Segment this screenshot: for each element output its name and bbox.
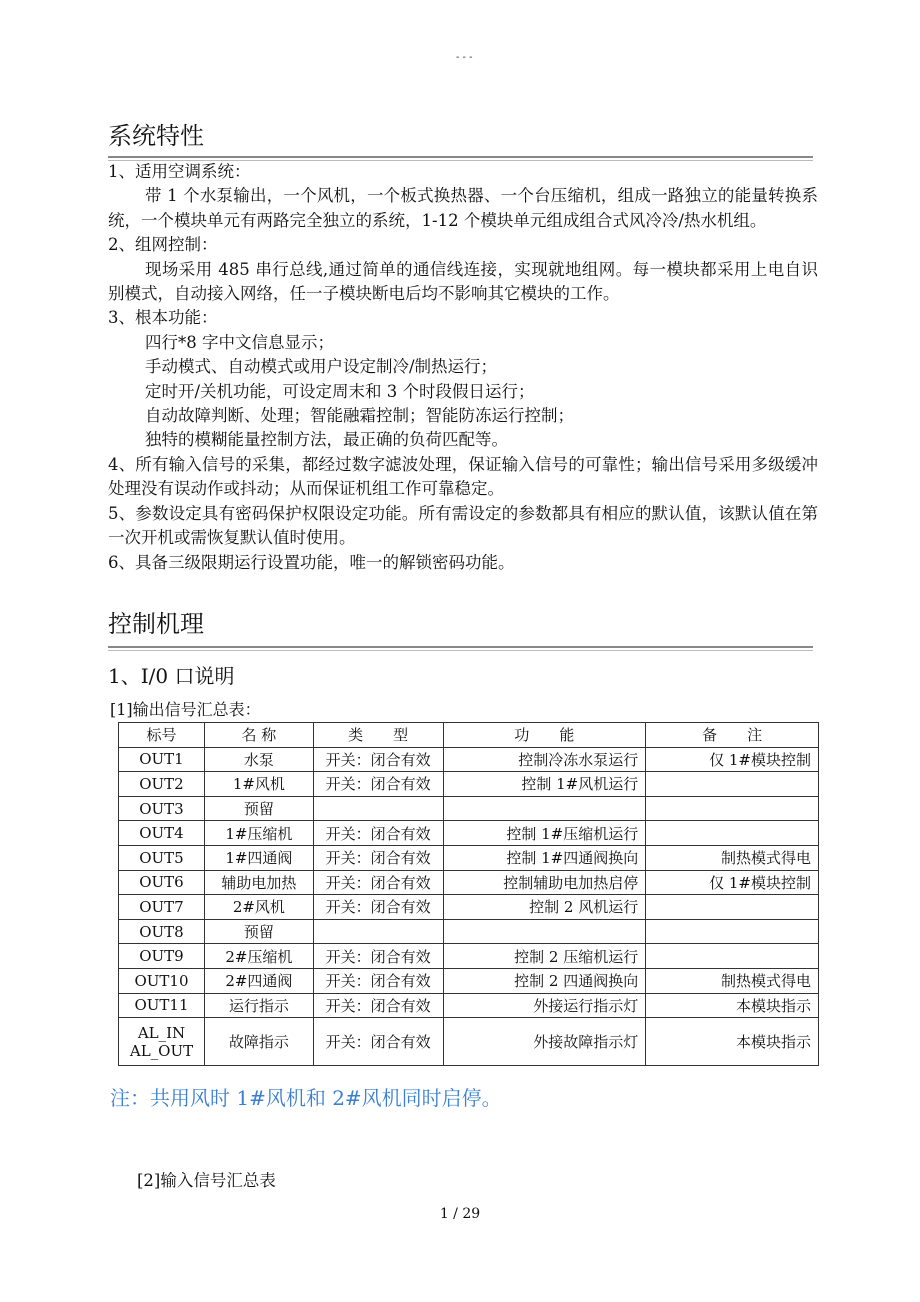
table-row xyxy=(119,968,819,993)
table-row xyxy=(119,944,819,969)
column-header: 标号 xyxy=(119,723,205,748)
paragraph: 自动故障判断、处理；智能融霜控制；智能防冻运行控制； xyxy=(145,406,574,426)
table-cell: 开关：闭合有效 xyxy=(313,993,443,1018)
table-cell: 辅助电加热 xyxy=(204,870,313,895)
table-row xyxy=(119,870,819,895)
column-header: 名 称 xyxy=(204,723,313,748)
table-cell xyxy=(313,796,443,821)
table-cell: 控制冷冻水泵运行 xyxy=(443,747,646,772)
table-cell: OUT3 xyxy=(119,796,205,821)
table-header-row xyxy=(119,723,819,748)
table-row xyxy=(119,772,819,797)
paragraph: 独特的模糊能量控制方法，最正确的负荷匹配等。 xyxy=(145,430,508,450)
section-title-system-features: 系统特性 xyxy=(108,122,204,150)
table-cell: AL_IN AL_OUT xyxy=(119,1018,205,1066)
table-cell: 开关：闭合有效 xyxy=(313,1018,443,1066)
table-cell: OUT6 xyxy=(119,870,205,895)
table-cell: OUT4 xyxy=(119,821,205,846)
table-cell: 控制 2 压缩机运行 xyxy=(443,944,646,969)
section1-body xyxy=(108,160,818,575)
table-cell xyxy=(313,919,443,944)
paragraph: 手动模式、自动模式或用户设定制冷/制热运行； xyxy=(145,357,498,377)
table-cell: 控制 1#压缩机运行 xyxy=(443,821,646,846)
table-cell: 开关：闭合有效 xyxy=(313,772,443,797)
input-table-caption: [2]输入信号汇总表 xyxy=(137,1171,276,1190)
table-cell: 本模块指示 xyxy=(646,1018,819,1066)
table-cell: 2#四通阀 xyxy=(204,968,313,993)
table-cell: 本模块指示 xyxy=(646,993,819,1018)
table-cell: OUT9 xyxy=(119,944,205,969)
paragraph: 6、具备三级限期运行设置功能，唯一的解锁密码功能。 xyxy=(108,552,515,572)
table-cell: 水泵 xyxy=(204,747,313,772)
header-mark: - - - xyxy=(456,52,473,63)
table-cell: 外接运行指示灯 xyxy=(443,993,646,1018)
table-row xyxy=(119,796,819,821)
table-cell: OUT1 xyxy=(119,747,205,772)
paragraph: 现场采用 485 串行总线,通过简单的通信线连接，实现就地组网。每一模块都采用上电自识别模式，自动接入网络，任一子模块断电后均不影响其它模块的工作。 xyxy=(108,259,818,304)
table-cell: 控制 1#四通阀换向 xyxy=(443,845,646,870)
table-cell: 开关：闭合有效 xyxy=(313,968,443,993)
table-cell: 制热模式得电 xyxy=(646,845,819,870)
table-cell xyxy=(443,919,646,944)
paragraph: 5、参数设定具有密码保护权限设定功能。所有需设定的参数都具有相应的默认值，该默认值在第一次开机或需恢复默认值时使用。 xyxy=(108,503,818,548)
table-cell: OUT11 xyxy=(119,993,205,1018)
paragraph: 1、适用空调系统： xyxy=(108,162,251,181)
paragraph: 带 1 个水泵输出，一个风机，一个板式换热器、一个台压缩机，组成一路独立的能量转换系统，一个模块单元有两路完全独立的系统，1-12 个模块单元组成组合式风冷冷/热水机组。 xyxy=(108,186,818,230)
table-cell: 开关：闭合有效 xyxy=(313,821,443,846)
table-cell xyxy=(646,919,819,944)
table-cell: 控制辅助电加热启停 xyxy=(443,870,646,895)
table-cell: 开关：闭合有效 xyxy=(313,845,443,870)
table-row xyxy=(119,919,819,944)
table-cell: 外接故障指示灯 xyxy=(443,1018,646,1066)
table-cell: 控制 2 风机运行 xyxy=(443,895,646,920)
note-text: 注：共用风时 1#风机和 2#风机同时启停。 xyxy=(110,1086,502,1110)
table-row xyxy=(119,1018,819,1066)
table-cell xyxy=(646,895,819,920)
paragraph: 四行*8 字中文信息显示； xyxy=(145,332,334,352)
table-cell: 开关：闭合有效 xyxy=(313,895,443,920)
table-cell: 仅 1#模块控制 xyxy=(646,870,819,895)
table-cell: 1#压缩机 xyxy=(204,821,313,846)
table-cell: 开关：闭合有效 xyxy=(313,747,443,772)
table-cell xyxy=(646,821,819,846)
table-row xyxy=(119,845,819,870)
table-cell: 控制 2 四通阀换向 xyxy=(443,968,646,993)
table-cell xyxy=(646,772,819,797)
table-row xyxy=(119,895,819,920)
table-cell xyxy=(646,944,819,969)
table-cell: OUT5 xyxy=(119,845,205,870)
paragraph: 4、所有输入信号的采集，都经过数字滤波处理，保证输入信号的可靠性；输出信号采用多级缓冲处理没有误动作或抖动；从而保证机组工作可靠稳定。 xyxy=(108,454,818,499)
table-cell: 开关：闭合有效 xyxy=(313,870,443,895)
section-title-control: 控制机理 xyxy=(108,610,204,638)
table-cell xyxy=(443,796,646,821)
column-header: 功 能 xyxy=(443,723,646,748)
table-cell: OUT7 xyxy=(119,895,205,920)
paragraph: 定时开/关机功能，可设定周末和 3 个时段假日运行； xyxy=(145,381,535,401)
table-cell: 1#四通阀 xyxy=(204,845,313,870)
table-cell: 仅 1#模块控制 xyxy=(646,747,819,772)
table-caption: [1]输出信号汇总表： xyxy=(110,700,261,719)
table-cell: 制热模式得电 xyxy=(646,968,819,993)
table-cell: 故障指示 xyxy=(204,1018,313,1066)
table-cell: 控制 1#风机运行 xyxy=(443,772,646,797)
table-cell: OUT2 xyxy=(119,772,205,797)
output-signal-table xyxy=(118,722,819,1066)
section-rule xyxy=(108,646,813,651)
table-row xyxy=(119,747,819,772)
subsection-title: 1、I/0 口说明 xyxy=(108,664,235,688)
column-header: 备 注 xyxy=(646,723,819,748)
table-row xyxy=(119,993,819,1018)
page-number: 1 / 29 xyxy=(439,1206,481,1222)
table-cell: OUT8 xyxy=(119,919,205,944)
table-cell xyxy=(646,796,819,821)
paragraph: 2、组网控制： xyxy=(108,235,218,255)
column-header: 类 型 xyxy=(313,723,443,748)
table-cell: 2#风机 xyxy=(204,895,313,920)
table-cell: OUT10 xyxy=(119,968,205,993)
table-row xyxy=(119,821,819,846)
table-cell: 预留 xyxy=(204,796,313,821)
table-cell: 预留 xyxy=(204,919,313,944)
paragraph: 3、根本功能： xyxy=(108,308,218,328)
table-cell: 2#压缩机 xyxy=(204,944,313,969)
table-cell: 开关：闭合有效 xyxy=(313,944,443,969)
table-cell: 1#风机 xyxy=(204,772,313,797)
table-cell: 运行指示 xyxy=(204,993,313,1018)
